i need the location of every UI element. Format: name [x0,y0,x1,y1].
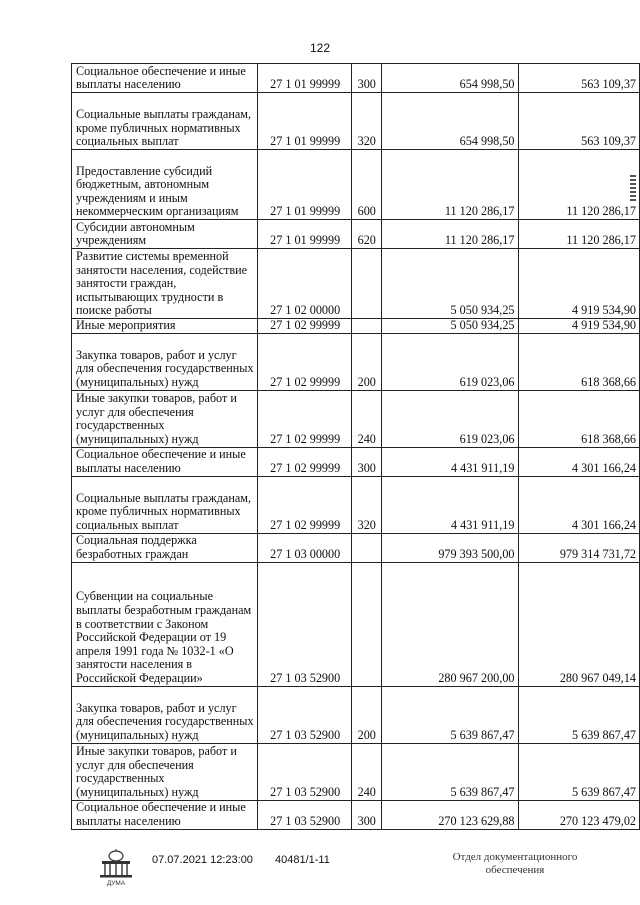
row-code-cell: 27 1 02 99999 [258,333,351,390]
row-code-cell: 27 1 01 99999 [258,220,351,249]
row-code-cell: 27 1 02 99999 [258,390,351,447]
row-code-cell: 27 1 02 99999 [258,476,351,533]
row-expense-type-cell: 240 [351,390,381,447]
row-name-cell: Социальное обеспечение и иные выплаты населению [72,800,258,829]
table-row [72,319,640,334]
row-name-cell: Социальные выплаты гражданам, кроме публичных нормативных социальных выплат [72,93,258,150]
footer-datetime: 07.07.2021 12:23:00 [152,854,253,866]
table-row [72,447,640,476]
row-executed-amount-cell: 280 967 049,14 [518,562,640,686]
scan-edge-mark [630,175,636,201]
row-expense-type-cell [351,319,381,334]
row-expense-type-cell: 200 [351,333,381,390]
row-planned-amount-cell: 280 967 200,00 [381,562,518,686]
row-expense-type-cell: 300 [351,64,381,93]
row-executed-amount-cell: 4 919 534,90 [518,319,640,334]
row-planned-amount-cell: 979 393 500,00 [381,533,518,562]
table-row [72,533,640,562]
row-planned-amount-cell: 11 120 286,17 [381,220,518,249]
row-executed-amount-cell: 563 109,37 [518,93,640,150]
row-expense-type-cell: 200 [351,686,381,743]
row-name-cell: Предоставление субсидий бюджетным, автономным учреждениям и иным некоммерческим организациям [72,150,258,220]
row-executed-amount-cell: 979 314 731,72 [518,533,640,562]
row-expense-type-cell: 300 [351,447,381,476]
row-name-cell: Субвенции на социальные выплаты безработным гражданам в соответствии с Законом Российской Федерации от 19 апреля 1991 года № 1032-1 «О занятости населения в Российской Федерации» [72,562,258,686]
row-executed-amount-cell: 618 368,66 [518,390,640,447]
row-code-cell: 27 1 02 99999 [258,319,351,334]
row-planned-amount-cell: 4 431 911,19 [381,447,518,476]
row-executed-amount-cell: 11 120 286,17 [518,220,640,249]
row-code-cell: 27 1 03 52900 [258,743,351,800]
row-planned-amount-cell: 270 123 629,88 [381,800,518,829]
budget-table [71,63,640,830]
table-row [72,686,640,743]
row-planned-amount-cell: 5 050 934,25 [381,249,518,319]
row-expense-type-cell: 620 [351,220,381,249]
table-row [72,476,640,533]
row-expense-type-cell: 300 [351,800,381,829]
row-name-cell: Закупка товаров, работ и услуг для обеспечения государственных (муниципальных) нужд [72,686,258,743]
row-executed-amount-cell: 4 301 166,24 [518,476,640,533]
row-planned-amount-cell: 654 998,50 [381,64,518,93]
row-code-cell: 27 1 03 52900 [258,800,351,829]
row-name-cell: Субсидии автономным учреждениям [72,220,258,249]
row-code-cell: 27 1 02 00000 [258,249,351,319]
row-expense-type-cell: 240 [351,743,381,800]
row-executed-amount-cell: 618 368,66 [518,333,640,390]
table-row [72,93,640,150]
row-expense-type-cell: 320 [351,476,381,533]
row-expense-type-cell: 320 [351,93,381,150]
row-name-cell: Социальные выплаты гражданам, кроме публичных нормативных социальных выплат [72,476,258,533]
footer-registration-number: 40481/1-11 [275,854,330,866]
row-expense-type-cell [351,533,381,562]
table-row [72,220,640,249]
row-code-cell: 27 1 01 99999 [258,93,351,150]
table-row [72,150,640,220]
row-expense-type-cell [351,562,381,686]
row-name-cell: Иные мероприятия [72,319,258,334]
row-executed-amount-cell: 11 120 286,17 [518,150,640,220]
table-row [72,562,640,686]
row-executed-amount-cell: 4 919 534,90 [518,249,640,319]
row-name-cell: Развитие системы временной занятости населения, содействие занятости граждан, испытывающих трудности в поиске работы [72,249,258,319]
duma-building-logo-icon [96,847,136,887]
row-executed-amount-cell: 270 123 479,02 [518,800,640,829]
table-row [72,800,640,829]
row-name-cell: Социальное обеспечение и иные выплаты населению [72,447,258,476]
row-expense-type-cell [351,249,381,319]
row-name-cell: Иные закупки товаров, работ и услуг для обеспечения государственных (муниципальных) нужд [72,743,258,800]
row-executed-amount-cell: 5 639 867,47 [518,743,640,800]
budget-table-body [72,64,640,830]
row-code-cell: 27 1 03 52900 [258,562,351,686]
row-code-cell: 27 1 01 99999 [258,150,351,220]
row-code-cell: 27 1 03 52900 [258,686,351,743]
row-name-cell: Закупка товаров, работ и услуг для обеспечения государственных (муниципальных) нужд [72,333,258,390]
stamp-line-2: обеспечения [485,864,545,876]
stamp-line-1: Отдел документационного [452,851,578,863]
department-stamp [440,851,590,877]
row-planned-amount-cell: 5 639 867,47 [381,743,518,800]
row-planned-amount-cell: 11 120 286,17 [381,150,518,220]
table-row [72,390,640,447]
row-planned-amount-cell: 619 023,06 [381,390,518,447]
row-name-cell: Социальная поддержка безработных граждан [72,533,258,562]
row-code-cell: 27 1 01 99999 [258,64,351,93]
table-row [72,743,640,800]
row-planned-amount-cell: 5 639 867,47 [381,686,518,743]
row-planned-amount-cell: 654 998,50 [381,93,518,150]
table-row [72,333,640,390]
row-executed-amount-cell: 4 301 166,24 [518,447,640,476]
table-row [72,249,640,319]
table-row [72,64,640,93]
row-expense-type-cell: 600 [351,150,381,220]
row-name-cell: Социальное обеспечение и иные выплаты населению [72,64,258,93]
row-planned-amount-cell: 4 431 911,19 [381,476,518,533]
row-planned-amount-cell: 619 023,06 [381,333,518,390]
duma-logo-text: ДУМА [106,880,126,887]
row-planned-amount-cell: 5 050 934,25 [381,319,518,334]
row-name-cell: Иные закупки товаров, работ и услуг для обеспечения государственных (муниципальных) нужд [72,390,258,447]
row-executed-amount-cell: 5 639 867,47 [518,686,640,743]
page-number: 122 [309,41,331,55]
row-code-cell: 27 1 02 99999 [258,447,351,476]
row-code-cell: 27 1 03 00000 [258,533,351,562]
row-executed-amount-cell: 563 109,37 [518,64,640,93]
